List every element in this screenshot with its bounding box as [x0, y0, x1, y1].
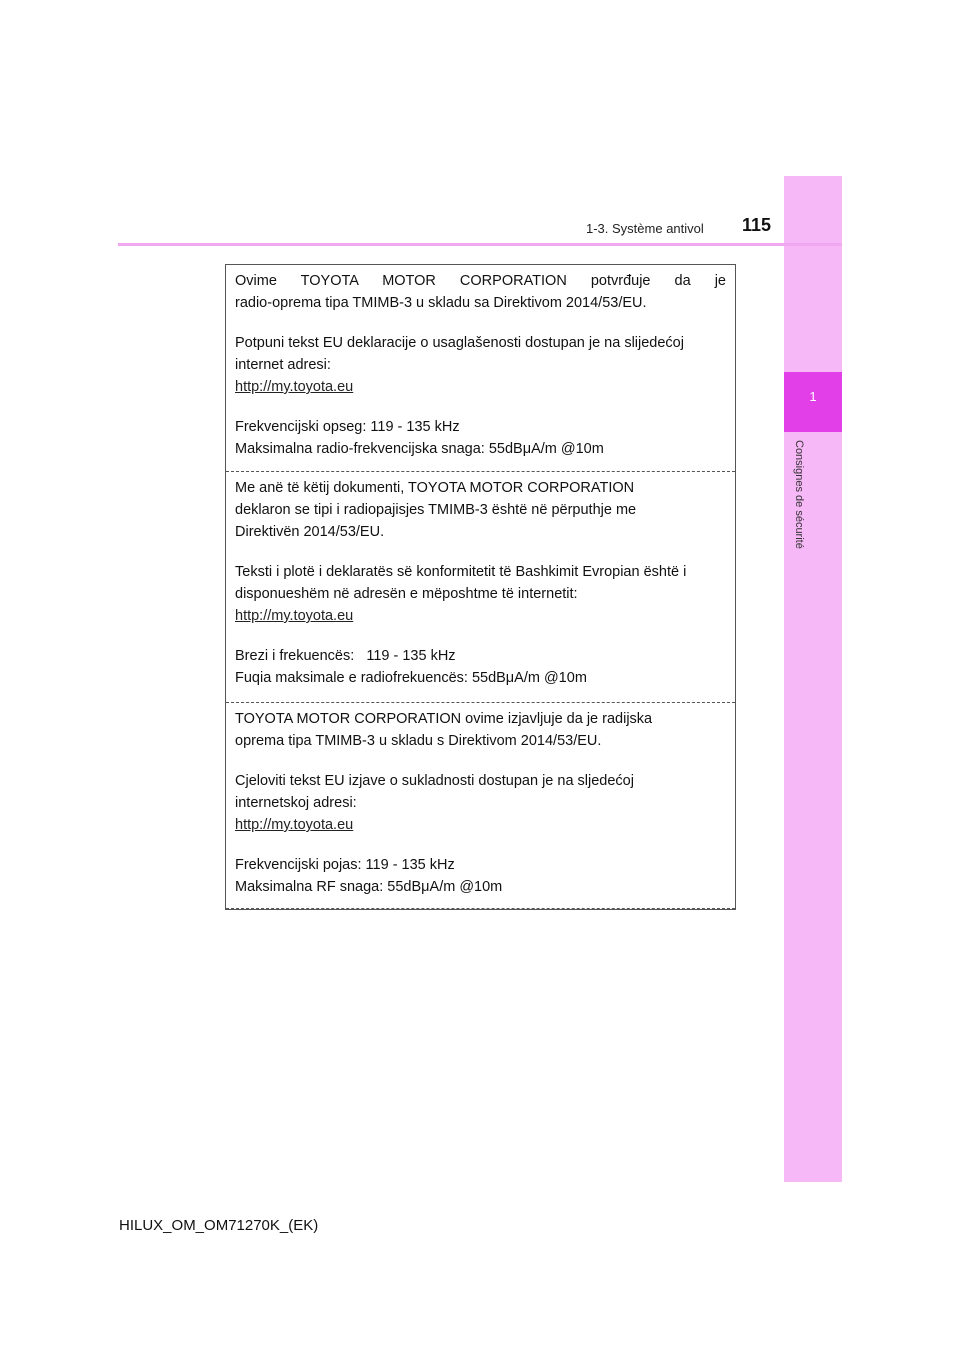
document-code: HILUX_OM_OM71270K_(EK) — [119, 1217, 319, 1234]
toyota-link[interactable]: http://my.toyota.eu — [235, 817, 354, 833]
declaration-line: deklaron se tipi i radiopajisjes TMIMB-3 është në përputhje me — [235, 502, 637, 518]
chapter-side-band — [784, 176, 842, 1182]
declaration-line: Potpuni tekst EU deklaracije o usaglašenosti dostupan je na slijedećoj — [235, 335, 684, 351]
declaration-line: Maksimalna RF snaga: 55dBμA/m @10m — [235, 879, 503, 895]
declaration-line: Fuqia maksimale e radiofrekuencës: 55dBμA/m @10m — [235, 670, 587, 686]
declaration-line: internet adresi: — [235, 357, 331, 373]
declaration-line: Brezi i frekuencës: 119 - 135 kHz — [235, 648, 456, 664]
section-title: 1-3. Système antivol — [586, 221, 704, 236]
box-bottom-rule — [226, 908, 735, 909]
declaration-block-2 — [226, 471, 735, 702]
chapter-title: Consignes de sécurité — [793, 440, 805, 549]
chapter-number: 1 — [809, 389, 817, 404]
declaration-line: radio-oprema tipa TMIMB-3 u skladu sa Direktivom 2014/53/EU. — [235, 295, 647, 311]
declaration-box — [225, 264, 736, 910]
declaration-line: Maksimalna radio-frekvencijska snaga: 55dBμA/m @10m — [235, 441, 604, 457]
declaration-line: Ovime TOYOTA MOTOR CORPORATION potvrđuje da je — [235, 273, 726, 289]
declaration-line: Me anë të këtij dokumenti, TOYOTA MOTOR CORPORATION — [235, 480, 635, 496]
declaration-block-1 — [226, 265, 735, 471]
declaration-line: Cjeloviti tekst EU izjave o sukladnosti dostupan je na sljedećoj — [235, 773, 634, 789]
declaration-line: Direktivën 2014/53/EU. — [235, 524, 385, 540]
header-rule — [118, 243, 842, 246]
declaration-line: TOYOTA MOTOR CORPORATION ovime izjavljuje da je radijska — [235, 711, 653, 727]
declaration-line: Teksti i plotë i deklaratës së konformitetit të Bashkimit Evropian është i — [235, 564, 687, 580]
toyota-link[interactable]: http://my.toyota.eu — [235, 608, 354, 624]
declaration-line: Frekvencijski opseg: 119 - 135 kHz — [235, 419, 460, 435]
declaration-line: oprema tipa TMIMB-3 u skladu s Direktivom 2014/53/EU. — [235, 733, 602, 749]
toyota-link[interactable]: http://my.toyota.eu — [235, 379, 354, 395]
page-number: 115 — [742, 215, 772, 235]
declaration-line: Frekvencijski pojas: 119 - 135 kHz — [235, 857, 455, 873]
declaration-block-3 — [226, 702, 735, 909]
declaration-line: disponueshëm në adresën e mëposhtme të internetit: — [235, 586, 578, 602]
declaration-line: internetskoj adresi: — [235, 795, 357, 811]
